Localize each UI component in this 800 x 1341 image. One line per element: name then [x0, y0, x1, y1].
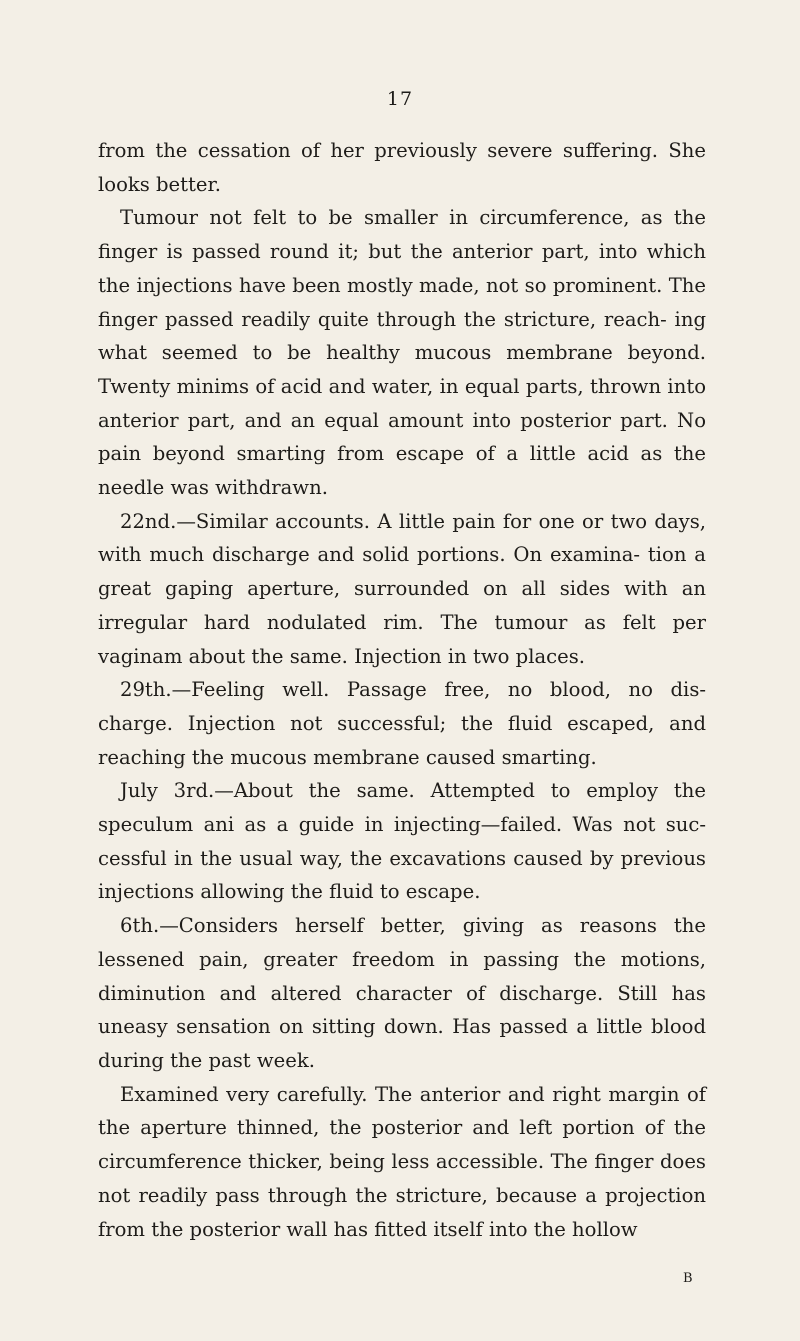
paragraph-6th: 6th.—Considers herself better, giving as reasons the lessened pain, greater freedom in passing the motions, diminution and altered character of discharge. Still has uneasy sensation on sitting down. Has passed a little blood during the past week. [98, 914, 706, 1072]
signature-mark: B [683, 1271, 694, 1286]
paragraph-examined: Examined very carefully. The anterior and right margin of the aperture thinned, the posterior and left portion of the circumference thicker, being less accessible. The finger does not readily pass through the stricture, because a projection from the posterior wall has fitted itself into the hollow [98, 1082, 706, 1241]
page-number: 17 [386, 88, 414, 110]
paragraph-july-3rd: July 3rd.—About the same. Attempted to employ the speculum ani as a guide in injecting—failed. Was not suc- cessful in the usual way, the excavations caused by previous injections allowing the fluid to escape. [98, 779, 706, 904]
paragraph-22nd: 22nd.—Similar accounts. A little pain for one or two days, with much discharge and solid portions. On examina- tion a great gaping aperture, surrounded on all sides with an irregular hard nodulated rim. The tumour as felt per vaginam about the same. Injection in two places. [98, 509, 706, 668]
paragraph-29th: 29th.—Feeling well. Passage free, no blood, no dis- charge. Injection not successful; the fluid escaped, and reaching the mucous membrane caused smarting. [98, 678, 706, 769]
paragraph-tumour-examination: Tumour not felt to be smaller in circumference, as the finger is passed round it; but the anterior part, into which the injections have been mostly made, not so prominent. The finger passed readily quite through the stricture, reach- ing what seemed to be healthy mucous membrane beyond. Twenty minims of acid and water, in equal parts, thrown into anterior part, and an equal amount into posterior part. No pain beyond smarting from escape of a little acid as the needle was withdrawn. [98, 206, 706, 500]
body-text [98, 134, 706, 1246]
paragraph-continuation: from the cessation of her previously severe suffering. She looks better. [98, 139, 706, 196]
